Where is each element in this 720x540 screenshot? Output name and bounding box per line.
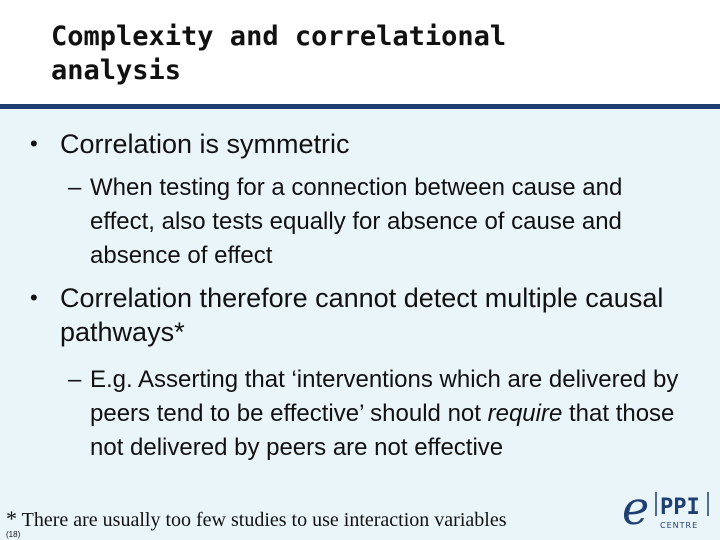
bullet-1-text: Correlation is symmetric [60, 129, 350, 159]
slide-header [0, 0, 720, 104]
sub-bullet-2-text-a: E.g. Asserting that ‘interventions which are delivered by peers tend to be effective’ should not [90, 366, 679, 427]
slide-number: (18) [6, 530, 21, 539]
sub-bullet-2-text-b: that those not delivered by peers are not effective [90, 400, 675, 461]
bullet-1 [30, 127, 700, 161]
slide-body [0, 109, 720, 540]
logo-ppi-text: PPI [660, 495, 700, 520]
bullet-dot: • [30, 131, 38, 156]
bullet-2-text: Correlation therefore cannot detect multiple causal pathways* [60, 283, 664, 347]
sub-dash: – [68, 366, 82, 393]
sub-bullet-2-emphasis: require [487, 400, 563, 427]
sub-dash: – [68, 174, 82, 201]
sub-bullet-1-text: When testing for a connection between cause and effect, also tests equally for absence of cause and absence of effect [90, 174, 623, 269]
eppi-centre-logo [620, 486, 712, 532]
bullet-2 [30, 281, 700, 349]
slide-title: Complexity and correlational analysis [51, 21, 507, 86]
sub-bullet-1 [68, 171, 690, 273]
logo-centre-text: CENTRE [660, 521, 699, 530]
sub-bullet-2 [68, 363, 700, 465]
logo-graphic [620, 486, 712, 532]
footnote [6, 506, 506, 532]
footnote-star: * [6, 506, 17, 531]
logo-e-letter: e [622, 486, 650, 532]
footnote-text: There are usually too few studies to use interaction variables [21, 509, 507, 531]
bullet-dot: • [30, 285, 38, 310]
